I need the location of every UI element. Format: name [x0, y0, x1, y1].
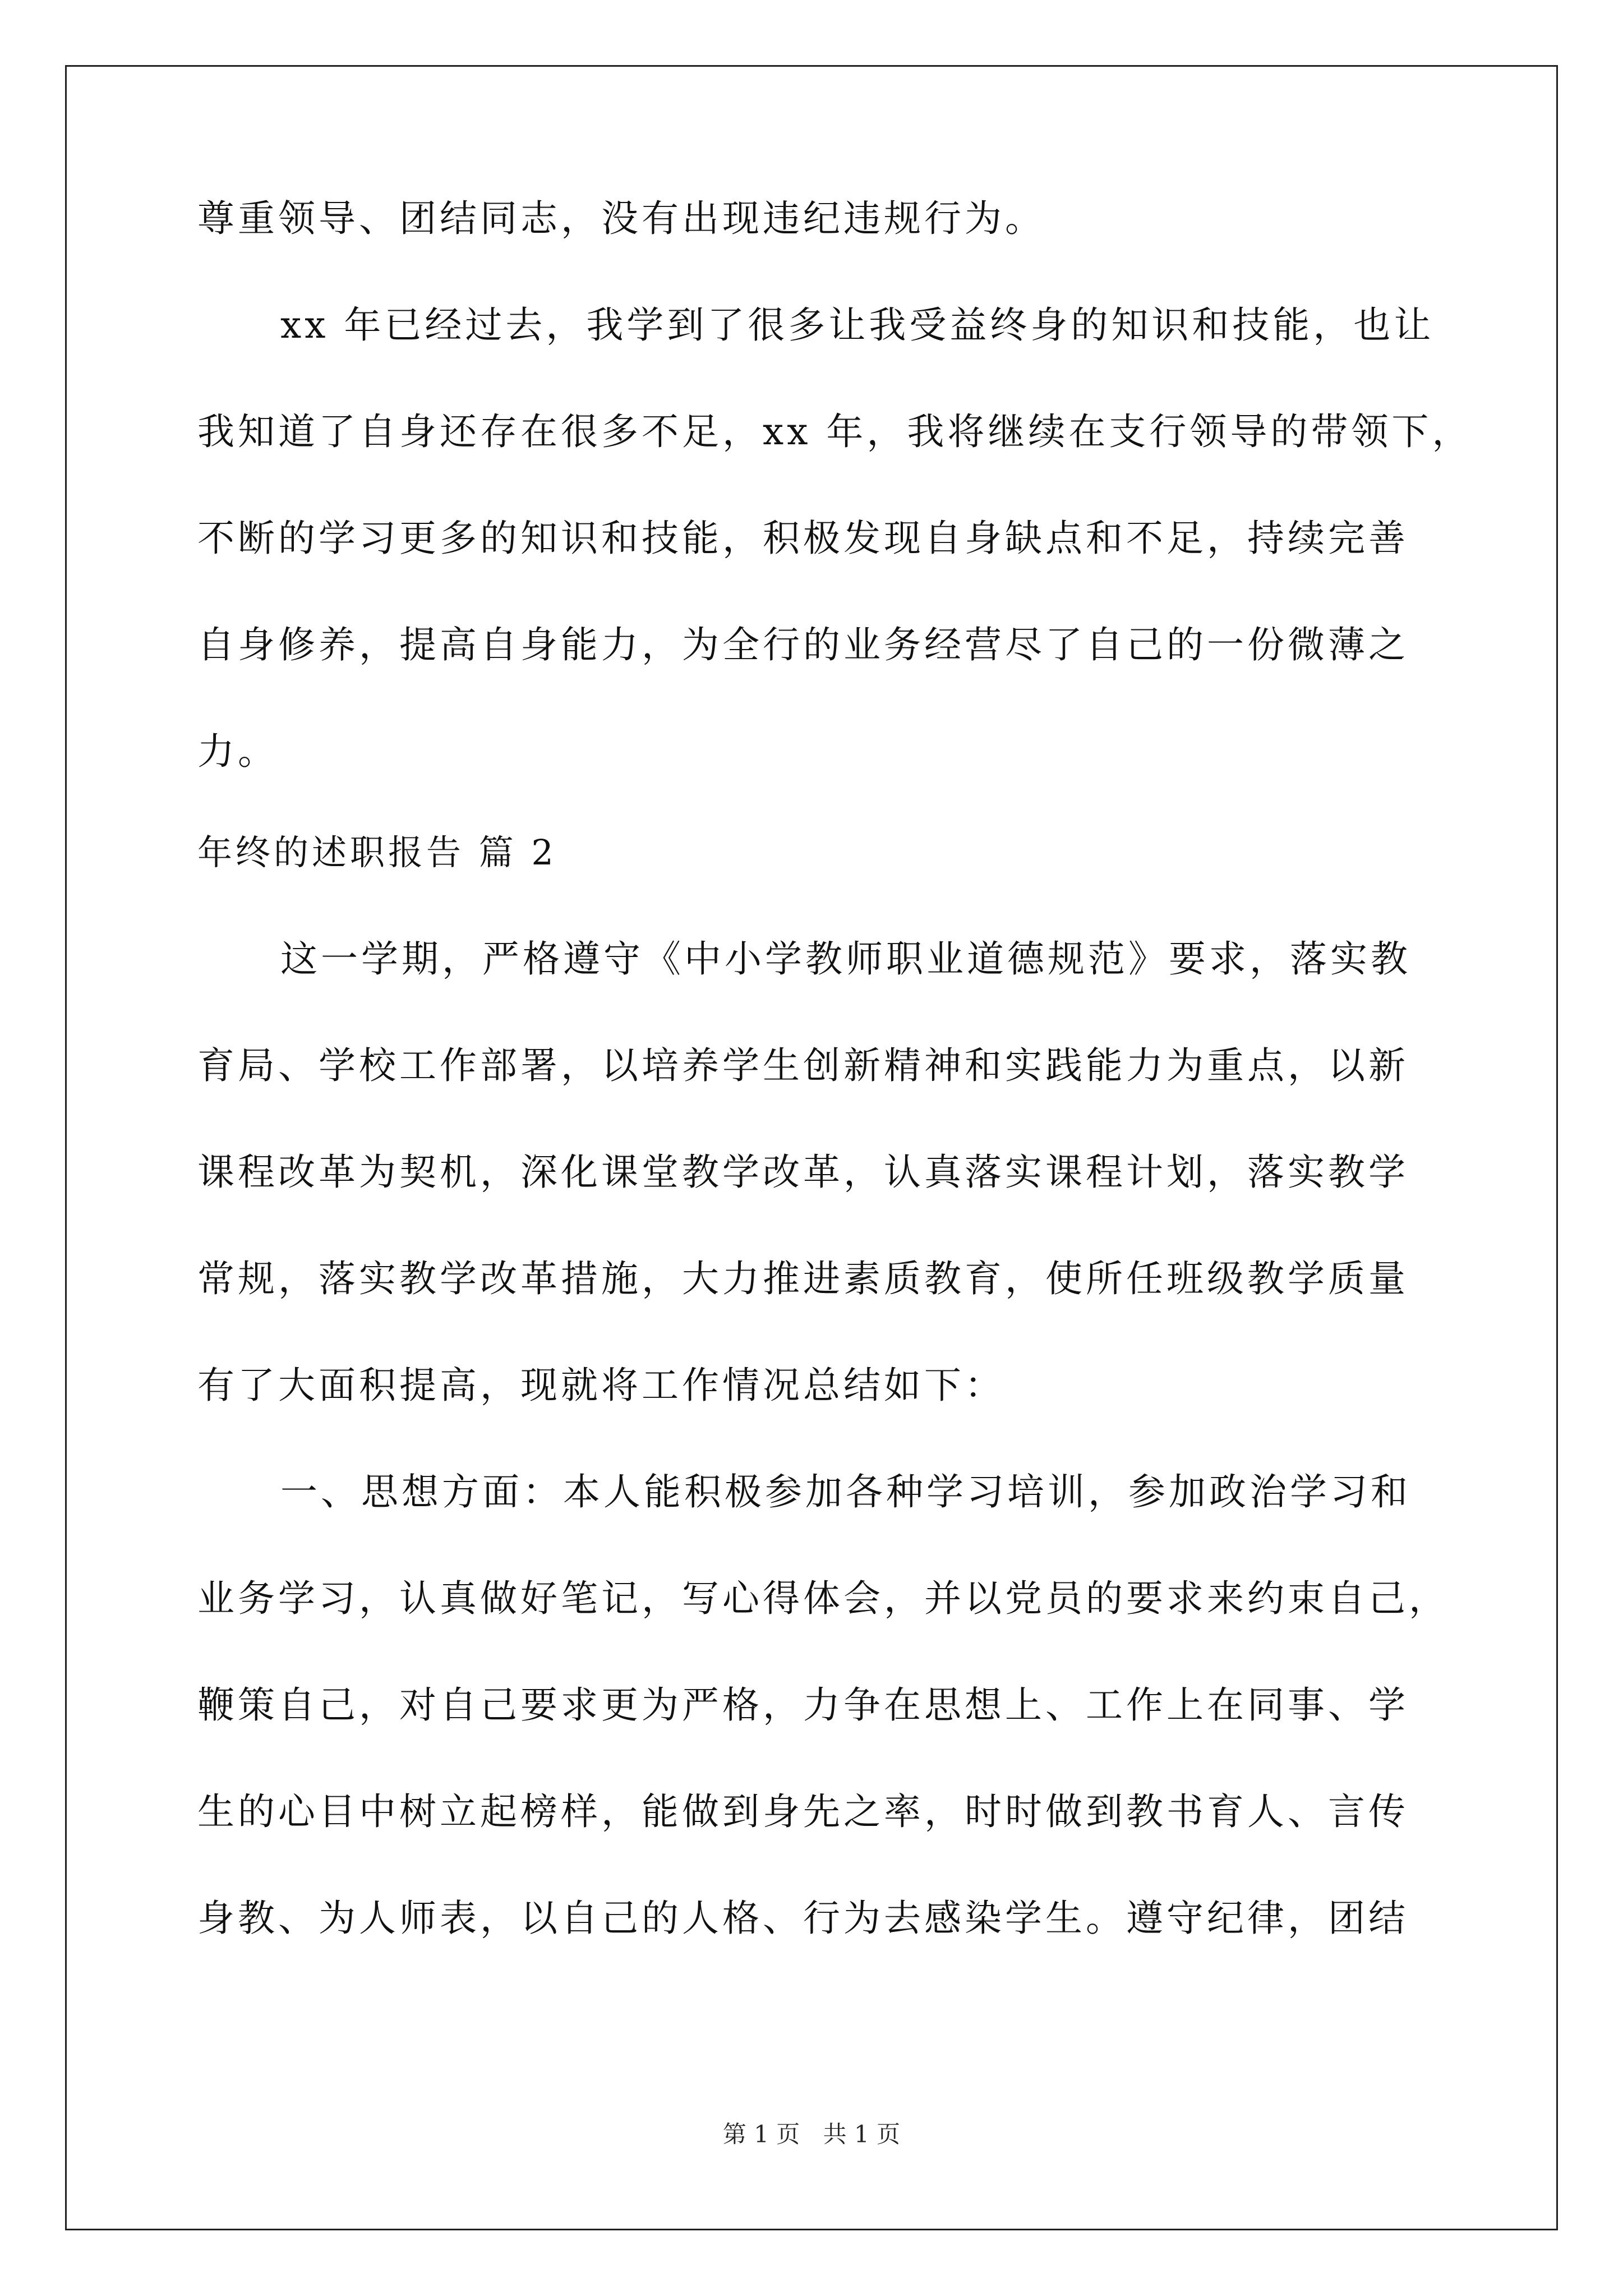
text-line: 自身修养，提高自身能力，为全行的业务经营尽了自己的一份微薄之 — [197, 623, 1409, 666]
text-line: xx 年已经过去，我学到了很多让我受益终身的知识和技能，也让 — [280, 303, 1435, 347]
text-line: 业务学习，认真做好笔记，写心得体会，并以党员的要求来约束自己， — [197, 1577, 1449, 1620]
text-line: 生的心目中树立起榜样，能做到身先之率，时时做到教书育人、言传 — [197, 1790, 1409, 1833]
text-line: 尊重领导、团结同志，没有出现违纪违规行为。 — [197, 197, 1045, 240]
text-line: 力。 — [197, 730, 278, 773]
text-line: 这一学期，严格遵守《中小学教师职业道德规范》要求，落实教 — [280, 937, 1411, 981]
text-line: 身教、为人师表，以自己的人格、行为去感染学生。遵守纪律，团结 — [197, 1897, 1409, 1940]
text-line: 育局、学校工作部署，以培养学生创新精神和实践能力为重点，以新 — [197, 1044, 1409, 1087]
page-total: 共 1 页 — [823, 2120, 901, 2148]
text-line: 我知道了自身还存在很多不足，xx 年，我将继续在支行领导的带领下， — [197, 410, 1473, 453]
text-line: 一、思想方面：本人能积极参加各种学习培训，参加政治学习和 — [280, 1470, 1411, 1513]
text-line: 鞭策自己，对自己要求更为严格，力争在思想上、工作上在同事、学 — [197, 1683, 1409, 1727]
section-heading: 年终的述职报告 篇 2 — [197, 832, 557, 873]
page-number: 第 1 页 — [722, 2120, 800, 2148]
text-line: 有了大面积提高，现就将工作情况总结如下： — [197, 1364, 1005, 1407]
text-line: 常规，落实教学改革措施，大力推进素质教育，使所任班级教学质量 — [197, 1257, 1409, 1300]
page-footer — [0, 2120, 1623, 2148]
text-line: 课程改革为契机，深化课堂教学改革，认真落实课程计划，落实教学 — [197, 1151, 1409, 1194]
text-line: 不断的学习更多的知识和技能，积极发现自身缺点和不足，持续完善 — [197, 517, 1409, 560]
